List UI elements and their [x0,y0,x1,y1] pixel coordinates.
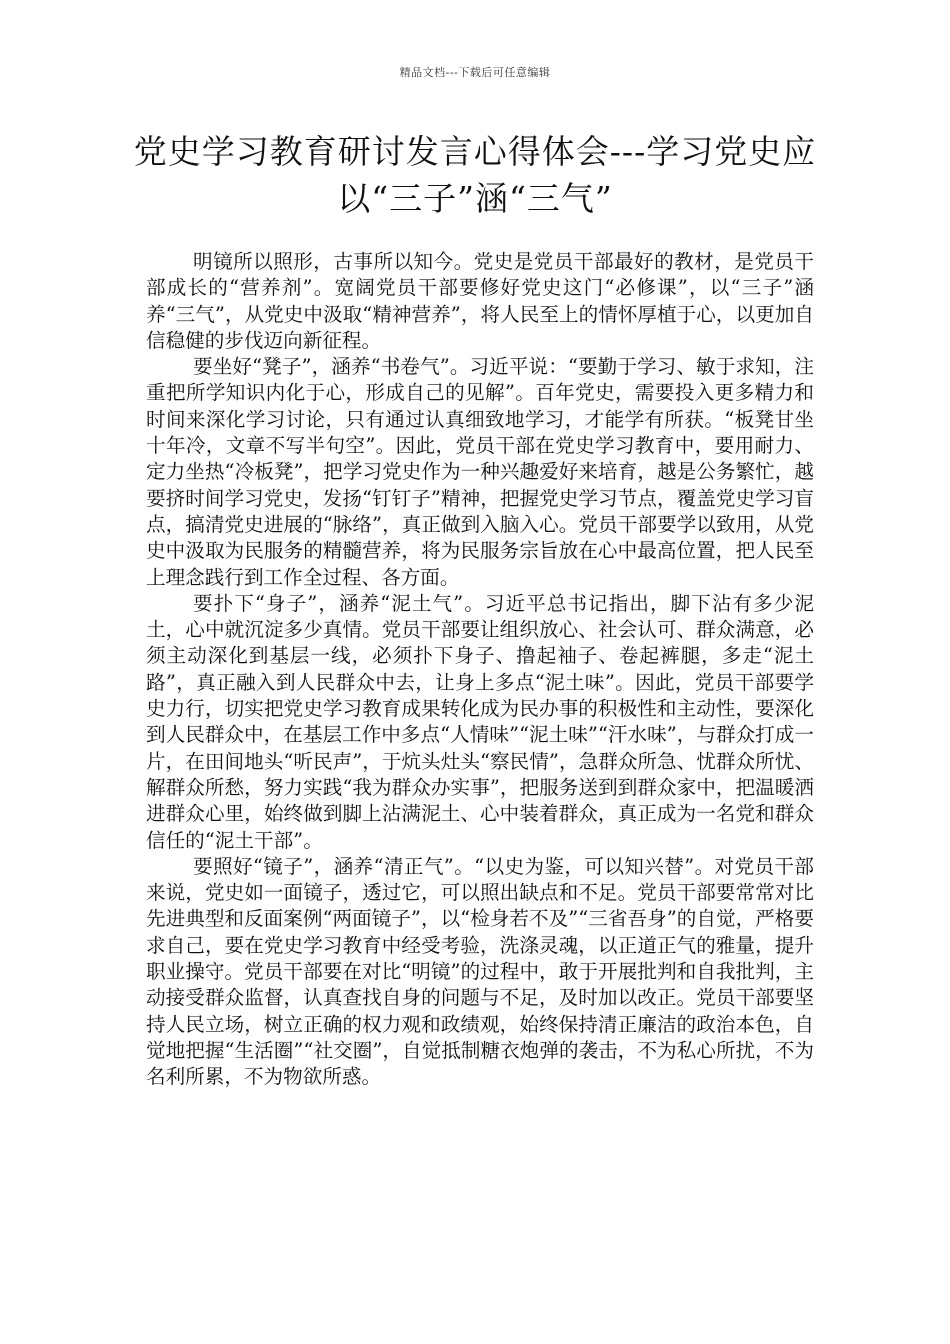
paragraph-stool: 要坐好“凳子”，涵养“书卷气”。习近平说：“要勤于学习、敏于求知，注重把所学知识内化于心，形成自己的见解”。百年党史，需要投入更多精力和时间来深化学习讨论，只有通过认真细致地学习，才能学有所获。“板凳甘坐十年冷，文章不写半句空”。因此，党员干部在党史学习教育中，要用耐力、定力坐热“冷板凳”，把学习党史作为一种兴趣爱好来培育，越是公务繁忙，越要挤时间学习党史，发扬“钉钉子”精神，把握党史学习节点，覆盖党史学习盲点，搞清党史进展的“脉络”，真正做到入脑入心。党员干部要学以致用，从党史中汲取为民服务的精髓营养，将为民服务宗旨放在心中最高位置，把人民至上理念践行到工作全过程、各方面。 [146,355,814,589]
paragraph-body: 要扑下“身子”，涵养“泥土气”。习近平总书记指出，脚下沾有多少泥土，心中就沉淀多少真情。党员干部要让组织放心、社会认可、群众满意，必须主动深化到基层一线，必须扑下身子、撸起袖子、卷起裤腿，多走“泥土路”，真正融入到人民群众中去，让身上多点“泥土味”。因此，党员干部要学史力行，切实把党史学习教育成果转化成为民办事的积极性和主动性，要深化到人民群众中，在基层工作中多点“人情味”“泥土味”“汗水味”，与群众打成一片，在田间地头“听民声”，于炕头灶头“察民情”，急群众所急、忧群众所忧、解群众所愁，努力实践“我为群众办实事”，把服务送到到群众家中，把温暖洒进群众心里，始终做到脚上沾满泥土、心中装着群众，真正成为一名党和群众信任的“泥土干部”。 [146,591,814,852]
document-body [146,249,814,1091]
paragraph-mirror: 要照好“镜子”，涵养“清正气”。“以史为鉴，可以知兴替”。对党员干部来说，党史如一面镜子，透过它，可以照出缺点和不足。党员干部要常常对比先进典型和反面案例“两面镜子”，以“检身若不及”“三省吾身”的自觉，严格要求自己，要在党史学习教育中经受考验，洗涤灵魂，以正道正气的雅量，提升职业操守。党员干部要在对比“明镜”的过程中，敢于开展批判和自我批判，主动接受群众监督，认真查找自身的问题与不足，及时加以改正。党员干部要坚持人民立场，树立正确的权力观和政绩观，始终保持清正廉洁的政治本色，自觉地把握“生活圈”“社交圈”，自觉抵制糖衣炮弹的袭击，不为私心所扰，不为名利所累，不为物欲所惑。 [146,854,814,1089]
document-title: 党史学习教育研讨发言心得体会---学习党史应以“三子”涵“三气” [133,132,817,218]
paragraph-intro: 明镜所以照形，古事所以知今。党史是党员干部最好的教材，是党员干部成长的“营养剂”。宽阔党员干部要修好党史这门“必修课”，以“三子”涵养“三气”，从党史中汲取“精神营养”，将人民至上的情怀厚植于心，以更加自信稳健的步伐迈向新征程。 [146,250,814,352]
header-note: 精品文档---下载后可任意编辑 [399,66,551,79]
